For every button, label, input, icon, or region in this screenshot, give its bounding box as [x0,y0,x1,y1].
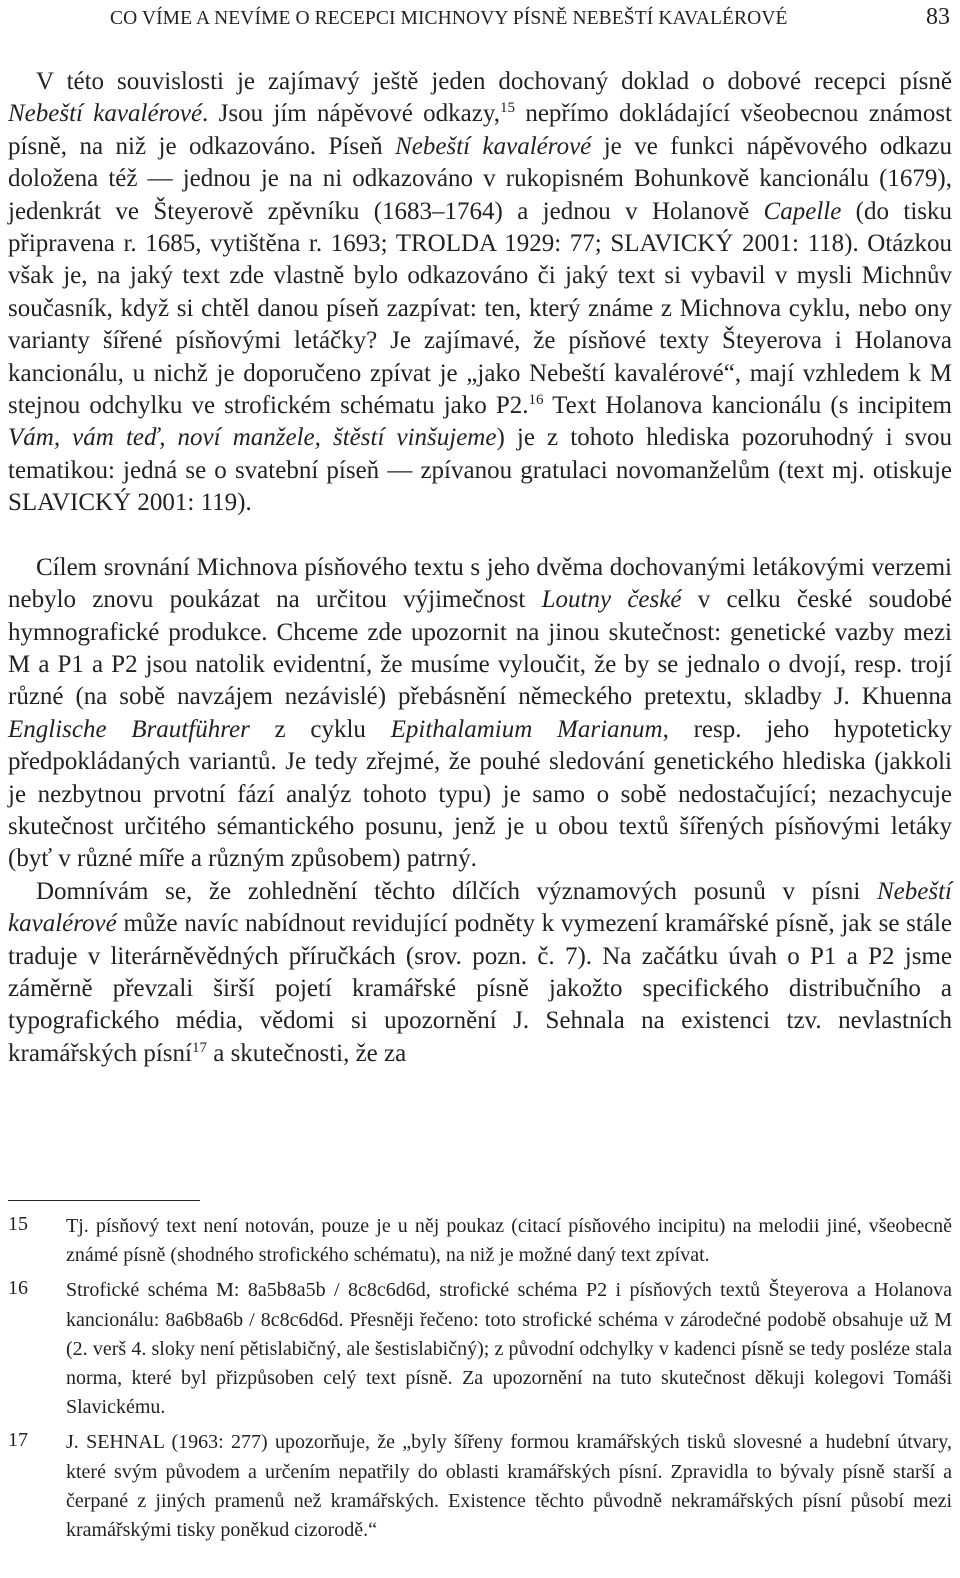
paragraph-2 [8,552,952,876]
work-title: Englische Brautführer [8,715,250,743]
footnote-separator [8,1200,200,1201]
text-run: a skutečnosti, že za [206,1039,407,1067]
book-title: Capelle [763,197,842,225]
text-run: nepřímo dokládající všeobecnou známost písně, na niž je odkazováno. Píseň [8,100,953,160]
footnote-ref-17: 17 [191,1039,207,1056]
text-run: z cyklu [249,715,391,743]
text-run: v celku české soudobé hymnografické produkce. Chceme zde upozornit na jinou skutečnost: genetické vazby mezi M a P1 a P2 jsou natolik evidentní, že musíme vyloučit, že by se jednalo o dvojí, resp. trojí různé (na sobě navzájem nezávislé) přebásnění německého pretextu, skladby J. Khuenna [8,586,952,711]
text-run: Text Holanova kancionálu (s incipitem [543,392,952,420]
footnote-16 [8,1276,952,1422]
footnote-17 [8,1428,952,1545]
footnotes [8,1212,952,1551]
footnote-15 [8,1212,952,1270]
footnote-number: 15 [8,1213,28,1235]
footnote-number: 16 [8,1277,28,1300]
footnote-ref-16: 16 [528,392,544,409]
text-run: V této souvislosti je zajímavý ještě jeden dochovaný doklad o dobové recepci písně [36,68,952,95]
page-number: 83 [926,4,950,30]
text-run: , resp. jeho hypoteticky předpokládaných variantů. Je tedy zřejmé, že pouhé sledování genetického hlediska (jakkoli je nezbytnou prvotní fází analýz tohoto typu) je samo o sobě nedostačující; nezachycuje skutečnost určitého sémantického posunu, jenž je u obou textů šířených písňovými letáky (byť v různé míře a různým způsobem) patrný. [8,715,952,873]
page-header [110,4,950,32]
text-run: je ve funkci nápěvového odkazu doložena též — jednou je na ni odkazováno v rukopisném Bohunkově kancionálu (1679), jedenkrát ve Šteyerově zpěvníku (1683–1764) a jednou v Holanově [8,132,953,225]
running-title: CO VÍME A NEVÍME O RECEPCI MICHNOVY PÍSNĚ NEBEŠTÍ KAVALÉROVÉ [110,8,788,29]
song-title: Nebeští kavalérové [395,132,592,160]
footnote-text: Tj. písňový text není notován, pouze je u něj poukaz (citací písňového incipitu) na melodii jiné, všeobecně známé písně (shodného strofického schématu), na niž je možné daný text zpívat. [66,1215,952,1267]
main-text [8,66,952,1070]
text-run: (do tisku připravena r. 1685, vytištěna r. 1693; TROLDA 1929: 77; SLAVICKÝ 2001: 118). Otázkou však je, na jaký text zde vlastně bylo odkazováno či jaký text si vybavil v mysli Michnův současník, když si chtěl danou píseň zazpívat: ten, který známe z Michnova cyklu, nebo ony varianty šířené písňovými letáčky? Je zajímavé, že písňové texty Šteyerova i Holanova kancionálu, u nichž je doporučeno zpívat je „jako Nebeští kavalérové“, mají vzhledem k M stejnou odchylku ve strofickém schématu jako P2. [8,197,953,420]
text-run: může navíc nabídnout revidující podněty k vymezení kramářské písně, jak se stále traduje v literárněvědných příručkách (srov. pozn. č. 7). Na začátku úvah o P1 a P2 jsme záměrně převzali širší pojetí kramářské písně jakožto specifického distribučního a typografického média, vědomi si upozornění J. Sehnala na existenci tzv. nevlastních kramářských písní [8,910,952,1067]
footnote-text: J. SEHNAL (1963: 277) upozorňuje, že „byly šířeny formou kramářských tisků slovesné a hudební útvary, které svým původem a určením nepatřily do oblasti kramářských písní. Zpravidla to bývaly písně starší a čerpané z jiných pramenů než kramářských. Existence těchto původně nekramářských písní působí mezi kramářskými tisky poněkud cizorodě.“ [66,1431,952,1542]
paragraph-3 [8,876,952,1070]
song-title: Nebeští kavalérové [8,877,952,938]
text-run: ) je z tohoto hlediska pozoruhodný i svou tematikou: jedná se o svatební píseň — zpívanou gratulaci novomanželům (text mj. otiskuje SLAVICKÝ 2001: 119). [8,424,953,517]
book-title: Loutny české [541,586,682,614]
song-title: Nebeští kavalérové [8,100,203,128]
text-run: . Jsou jím nápěvové odkazy, [202,100,500,128]
footnote-ref-15: 15 [500,100,515,117]
paragraph-1 [8,66,952,520]
footnote-number: 17 [8,1429,28,1452]
incipit: Vám, vám teď, noví manžele, štěstí vinšujeme [8,424,497,452]
footnote-text: Strofické schéma M: 8a5b8a5b / 8c8c6d6d, strofické schéma P2 i písňových textů Šteyerova a Holanova kancionálu: 8a6b8a6b / 8c8c6d6d. Přesněji řečeno: toto strofické schéma v zárodečné podobě obsahuje už M (2. verš 4. sloky není pětislabičný, ale šestislabičný); z původní odchylky v kadenci písně se tedy posléze stala norma, které byl přizpůsoben celý text písně. Za upozornění na tuto skutečnost děkuji kolegovi Tomáši Slavickému. [66,1279,952,1419]
work-title: Epithalamium Marianum [390,715,663,743]
text-run: Cílem srovnání Michnova písňového textu s jeho dvěma dochovanými letákovými verzemi nebylo znovu poukázat na určitou výjimečnost [8,553,952,614]
text-run: Domnívám se, že zohlednění těchto dílčích významových posunů v písni [36,877,877,905]
